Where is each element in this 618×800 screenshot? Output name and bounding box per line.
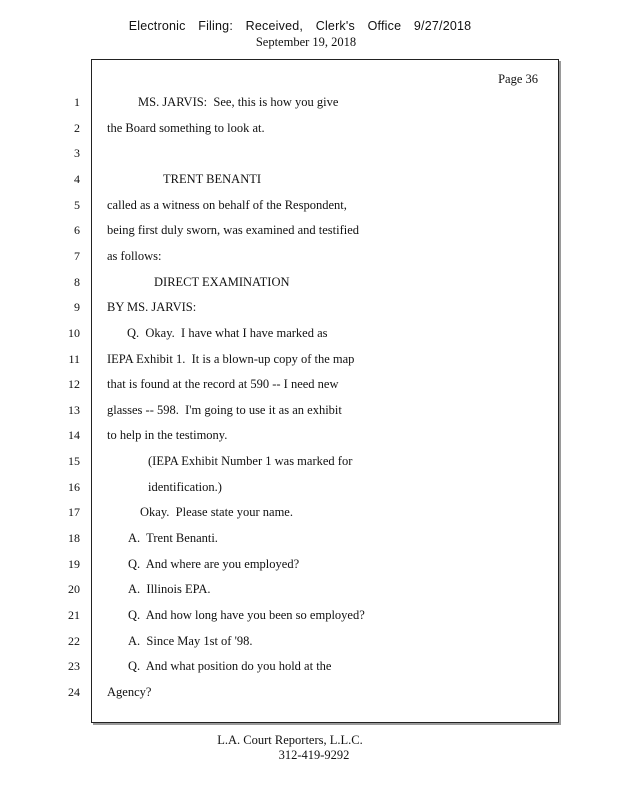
line-number: 1 [74, 95, 80, 109]
line-text: TRENT BENANTI [163, 172, 262, 186]
line-text: that is found at the record at 590 -- I need new [107, 377, 339, 391]
line-number: 2 [74, 121, 80, 135]
line-number: 11 [68, 352, 80, 366]
line-text: Q. And where are you employed? [128, 557, 300, 571]
line-text: glasses -- 598. I'm going to use it as an exhibit [107, 403, 342, 417]
line-number: 13 [68, 403, 80, 417]
line-text: Okay. Please state your name. [140, 505, 293, 519]
line-number: 23 [68, 659, 80, 673]
line-number: 15 [68, 454, 80, 468]
line-number: 6 [74, 223, 80, 237]
line-text: Q. And how long have you been so employed? [128, 608, 365, 622]
line-number: 5 [74, 198, 80, 212]
line-number: 19 [68, 557, 80, 571]
line-number: 9 [74, 300, 80, 314]
line-number: 14 [68, 428, 80, 442]
page-number: Page 36 [498, 72, 538, 86]
line-text: DIRECT EXAMINATION [154, 275, 290, 289]
line-text: Agency? [107, 685, 152, 699]
line-number: 4 [74, 172, 80, 186]
court-reporter-phone: 312-419-9292 [278, 748, 350, 762]
line-text: being first duly sworn, was examined and testified [107, 223, 360, 237]
line-text: identification.) [148, 480, 222, 494]
line-text: called as a witness on behalf of the Respondent, [107, 198, 347, 212]
line-text: A. Illinois EPA. [128, 582, 211, 596]
court-reporter-name: L.A. Court Reporters, L.L.C. [217, 733, 363, 747]
line-text: Q. And what position do you hold at the [128, 659, 332, 673]
line-text: (IEPA Exhibit Number 1 was marked for [148, 454, 353, 468]
line-number: 12 [68, 377, 80, 391]
filing-stamp: Electronic Filing: Received, Clerk's Office 9/27/2018 [128, 19, 472, 33]
filing-date: September 19, 2018 [255, 35, 357, 49]
line-number: 7 [74, 249, 80, 263]
line-text: Q. Okay. I have what I have marked as [127, 326, 328, 340]
line-number: 10 [68, 326, 80, 340]
line-number: 20 [68, 582, 80, 596]
line-number: 24 [68, 685, 80, 699]
line-text: as follows: [107, 249, 162, 263]
line-number: 21 [68, 608, 80, 622]
line-text: to help in the testimony. [107, 428, 228, 442]
line-text: A. Trent Benanti. [128, 531, 218, 545]
line-number: 17 [68, 505, 80, 519]
line-number: 22 [68, 634, 80, 648]
line-number: 8 [74, 275, 80, 289]
line-text: MS. JARVIS: See, this is how you give [138, 95, 339, 109]
line-number: 3 [74, 146, 80, 160]
line-text: the Board something to look at. [107, 121, 265, 135]
line-text: A. Since May 1st of '98. [128, 634, 253, 648]
line-number: 16 [68, 480, 80, 494]
line-text: BY MS. JARVIS: [107, 300, 197, 314]
line-text: IEPA Exhibit 1. It is a blown-up copy of the map [107, 352, 355, 366]
line-number: 18 [68, 531, 80, 545]
